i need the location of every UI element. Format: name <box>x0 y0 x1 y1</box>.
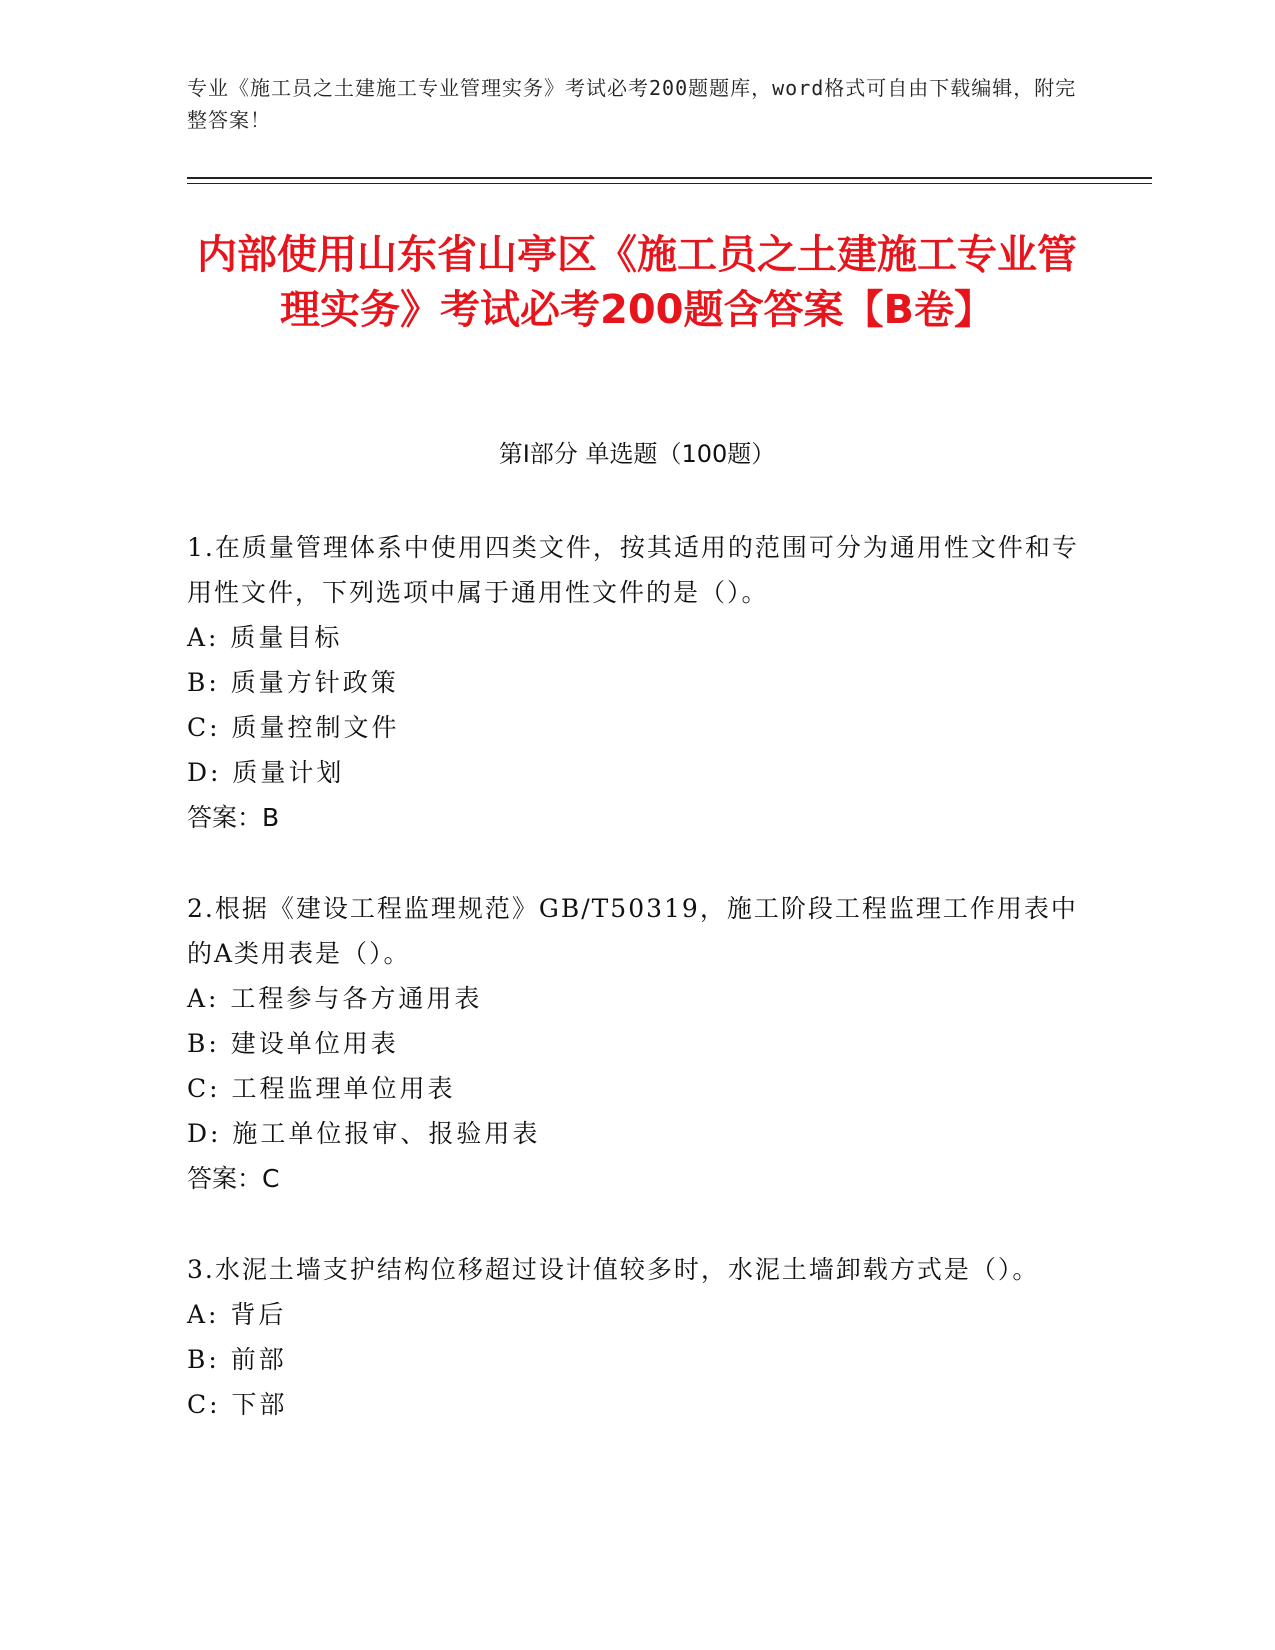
option-c: C: 工程监理单位用表 <box>187 1074 456 1103</box>
header-divider <box>187 177 1152 179</box>
option-c: C: 质量控制文件 <box>187 713 400 742</box>
question-text: 2.根据《建设工程监理规范》GB/T50319，施工阶段工程监理工作用表中的A类用表是（）。 <box>187 894 1078 968</box>
document-title: 内部使用山东省山亭区《施工员之土建施工专业管理实务》考试必考200题含答案【B卷】 <box>197 232 1077 333</box>
question-2 <box>187 886 1087 1201</box>
header-note: 专业《施工员之土建施工专业管理实务》考试必考200题题库，word格式可自由下载编辑，附完整答案！ <box>187 76 1077 132</box>
option-d: D: 质量计划 <box>187 758 345 787</box>
option-c: C: 下部 <box>187 1390 288 1419</box>
option-a: A: 工程参与各方通用表 <box>187 984 483 1013</box>
question-text: 1.在质量管理体系中使用四类文件，按其适用的范围可分为通用性文件和专用性文件，下列选项中属于通用性文件的是（）。 <box>187 533 1079 607</box>
option-b: B: 建设单位用表 <box>187 1029 399 1058</box>
answer: 答案：B <box>187 803 280 832</box>
option-a: A: 质量目标 <box>187 623 343 652</box>
header-divider-thin <box>187 183 1152 184</box>
question-list <box>187 525 1087 1473</box>
question-1 <box>187 525 1087 840</box>
option-d: D: 施工单位报审、报验用表 <box>187 1119 541 1148</box>
answer: 答案：C <box>187 1164 280 1193</box>
option-b: B: 前部 <box>187 1345 287 1374</box>
section-title: 第Ⅰ部分 单选题（100题） <box>498 440 776 468</box>
question-3 <box>187 1247 1087 1427</box>
option-b: B: 质量方针政策 <box>187 668 399 697</box>
option-a: A: 背后 <box>187 1300 287 1329</box>
question-text: 3.水泥土墙支护结构位移超过设计值较多时，水泥土墙卸载方式是（）。 <box>187 1255 1040 1284</box>
